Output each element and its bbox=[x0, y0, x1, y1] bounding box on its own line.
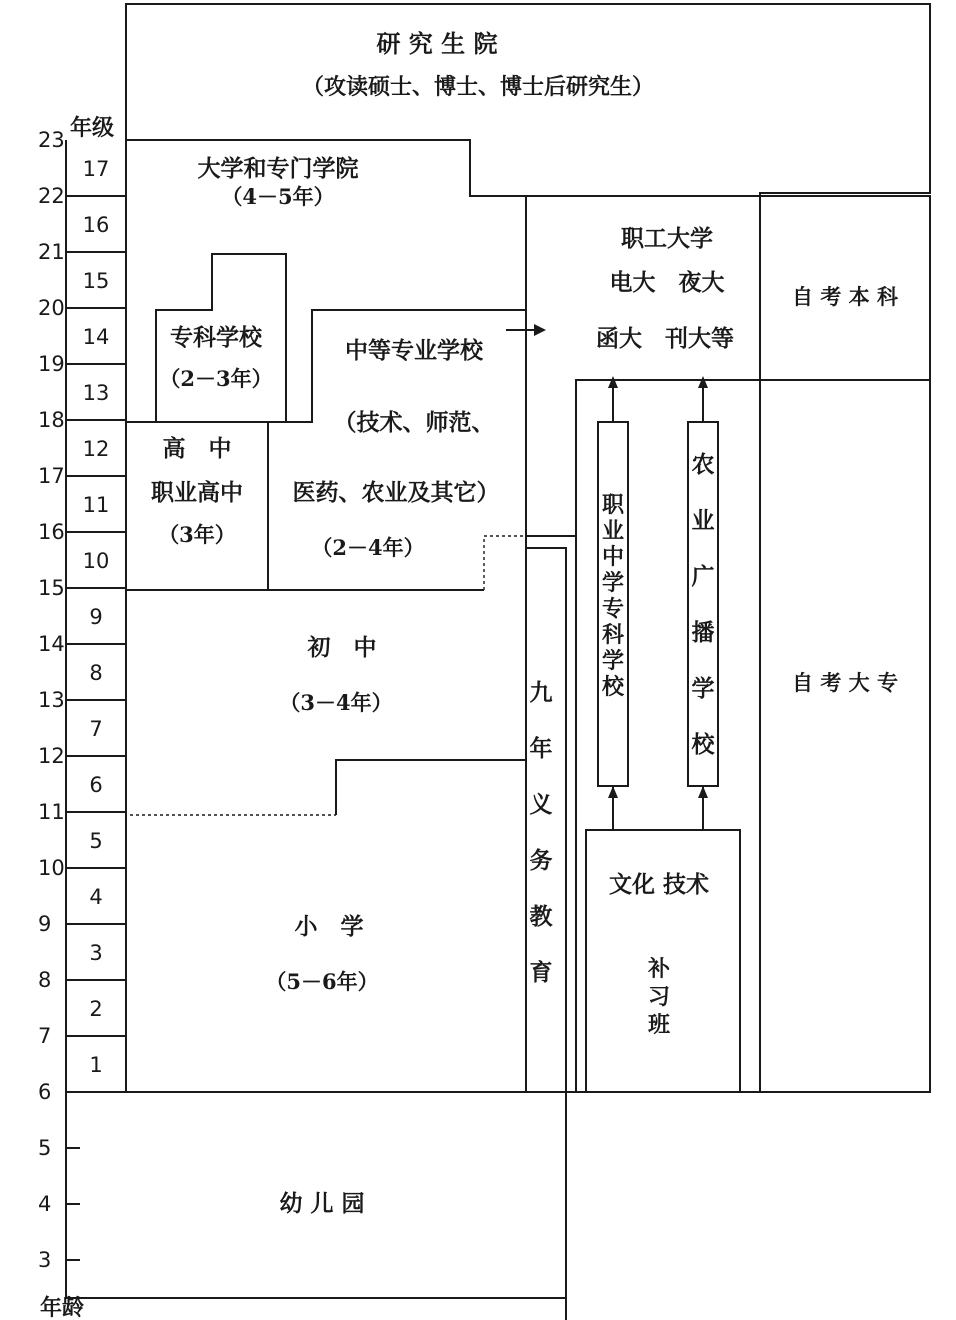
remedial-line1: 文化 技术 bbox=[608, 871, 710, 898]
vertical-char: 年 bbox=[529, 735, 553, 762]
vertical-char: 业 bbox=[601, 518, 625, 544]
age-label: 12 bbox=[38, 744, 65, 768]
grade-cells bbox=[83, 157, 110, 1077]
dotted-step bbox=[484, 536, 526, 590]
kindergarten-title: 幼 儿 园 bbox=[279, 1190, 365, 1217]
vertical-char: 职 bbox=[601, 492, 625, 518]
vertical-char: 学 bbox=[691, 675, 715, 702]
junior-college-sub: （2－3年） bbox=[159, 366, 273, 391]
junior-college-title: 专科学校 bbox=[170, 324, 262, 351]
vertical-char: 习 bbox=[647, 984, 671, 1010]
grade-label: 5 bbox=[89, 829, 103, 853]
high-school-title: 高 中 bbox=[162, 435, 232, 462]
age-ticks bbox=[38, 128, 126, 1272]
university-title: 大学和专门学院 bbox=[197, 155, 359, 182]
compulsory-text bbox=[530, 679, 554, 986]
vertical-char: 务 bbox=[529, 847, 553, 874]
age-axis-label: 年龄 bbox=[40, 1295, 85, 1320]
arrow-right-head bbox=[534, 324, 546, 336]
age-label: 3 bbox=[38, 1248, 52, 1272]
age-label: 10 bbox=[38, 856, 65, 880]
age-label: 11 bbox=[38, 800, 65, 824]
age-label: 15 bbox=[38, 576, 65, 600]
vertical-char: 校 bbox=[691, 731, 715, 758]
junior-primary-step bbox=[336, 760, 526, 815]
workers-univ-line2: 电大 夜大 bbox=[609, 269, 725, 296]
age-label: 9 bbox=[38, 912, 52, 936]
grade-label: 11 bbox=[82, 493, 110, 517]
diagram-frame bbox=[66, 4, 930, 1320]
grade-label: 14 bbox=[82, 325, 110, 349]
vertical-char: 播 bbox=[691, 619, 715, 646]
vertical-char: 义 bbox=[529, 791, 553, 818]
age-label: 16 bbox=[38, 520, 65, 544]
secondary-title: 中等专业学校 bbox=[345, 337, 483, 364]
high-school-line2: 职业高中 bbox=[151, 479, 243, 506]
grade-axis-label: 年级 bbox=[70, 115, 115, 141]
age-label: 4 bbox=[38, 1192, 52, 1216]
vertical-char: 校 bbox=[601, 674, 625, 700]
vertical-char: 业 bbox=[691, 507, 715, 534]
age-label: 6 bbox=[38, 1080, 52, 1104]
vertical-char: 补 bbox=[647, 956, 671, 982]
age-label: 8 bbox=[38, 968, 52, 992]
vertical-char: 农 bbox=[691, 451, 715, 478]
grade-label: 8 bbox=[89, 661, 103, 685]
workers-univ-line1: 职工大学 bbox=[621, 225, 713, 252]
grade-label: 3 bbox=[89, 941, 103, 965]
grade-label: 7 bbox=[89, 717, 103, 741]
vertical-char: 专 bbox=[601, 596, 625, 622]
workers-univ-line3: 函大 刊大等 bbox=[596, 325, 734, 352]
age-label: 17 bbox=[38, 464, 65, 488]
vertical-char: 班 bbox=[647, 1012, 671, 1038]
junior-middle-title: 初 中 bbox=[307, 634, 377, 661]
age-label: 7 bbox=[38, 1024, 52, 1048]
secondary-sub: （2－4年） bbox=[311, 535, 425, 560]
vocational-college-text bbox=[601, 492, 625, 700]
vertical-char: 中 bbox=[601, 544, 625, 570]
self-study-bachelor: 自 考 本 科 bbox=[792, 284, 898, 309]
vertical-char: 科 bbox=[601, 622, 625, 648]
secondary-line3: 医药、农业及其它） bbox=[292, 479, 500, 506]
vertical-char: 育 bbox=[529, 959, 553, 986]
age-label: 5 bbox=[38, 1136, 52, 1160]
age-label: 13 bbox=[38, 688, 65, 712]
grade-label: 16 bbox=[82, 213, 110, 237]
self-study-college: 自 考 大 专 bbox=[792, 670, 898, 695]
grade-label: 6 bbox=[89, 773, 103, 797]
primary-title: 小 学 bbox=[294, 913, 364, 940]
grade-label: 15 bbox=[82, 269, 110, 293]
secondary-line2: （技术、师范、 bbox=[333, 409, 495, 436]
age-label: 21 bbox=[38, 240, 65, 264]
university-box bbox=[126, 140, 526, 1092]
grade-label: 1 bbox=[89, 1053, 103, 1077]
grade-label: 4 bbox=[89, 885, 103, 909]
vertical-char: 教 bbox=[529, 903, 553, 930]
junior-middle-sub: （3－4年） bbox=[279, 690, 393, 715]
remedial-text bbox=[647, 956, 671, 1038]
grade-label: 17 bbox=[82, 157, 110, 181]
age-label: 14 bbox=[38, 632, 65, 656]
high-school-sub: （3年） bbox=[158, 522, 236, 547]
age-label: 20 bbox=[38, 296, 65, 320]
vertical-char: 广 bbox=[691, 563, 715, 590]
graduate-title: 研 究 生 院 bbox=[376, 29, 498, 58]
self-study-box bbox=[760, 196, 930, 1092]
grade-label: 10 bbox=[82, 549, 110, 573]
age-label: 19 bbox=[38, 352, 65, 376]
primary-sub: （5－6年） bbox=[265, 969, 379, 994]
grade-label: 12 bbox=[82, 437, 110, 461]
vertical-char: 学 bbox=[601, 570, 625, 596]
age-label: 22 bbox=[38, 184, 65, 208]
vertical-char: 学 bbox=[601, 648, 625, 674]
age-label: 18 bbox=[38, 408, 65, 432]
agri-broadcast-text bbox=[692, 451, 716, 758]
age-label: 23 bbox=[38, 128, 65, 152]
grade-label: 2 bbox=[89, 997, 103, 1021]
graduate-sub: （攻读硕士、博士、博士后研究生） bbox=[301, 74, 655, 100]
university-sub: （4－5年） bbox=[221, 184, 335, 209]
vertical-char: 九 bbox=[529, 679, 553, 706]
grade-label: 9 bbox=[89, 605, 103, 629]
grade-label: 13 bbox=[82, 381, 110, 405]
